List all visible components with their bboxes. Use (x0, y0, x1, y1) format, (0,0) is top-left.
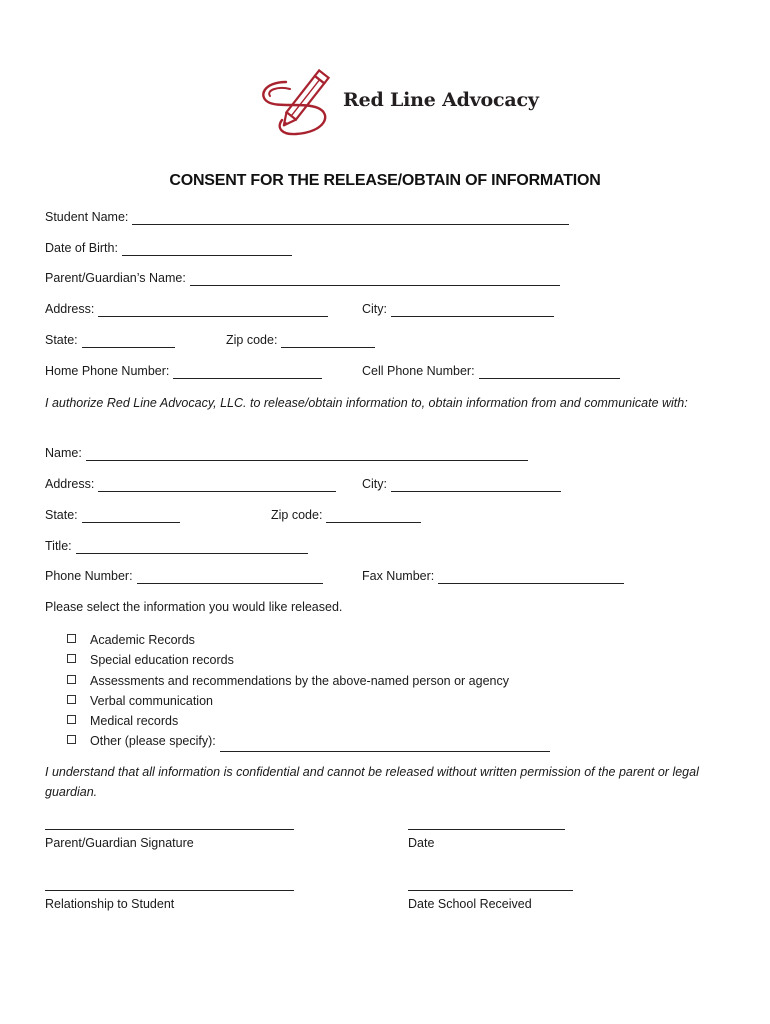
relationship-label: Relationship to Student (45, 897, 175, 911)
date-received-line[interactable] (408, 890, 573, 891)
form-title: CONSENT FOR THE RELEASE/OBTAIN OF INFORMATION (169, 172, 601, 189)
recipient-zip-row (271, 507, 421, 523)
checkbox[interactable] (67, 695, 76, 704)
recipient-phone-label: Phone Number: (45, 569, 133, 583)
brand-name: Red Line Advocacy (343, 89, 539, 111)
option-academic-records[interactable] (67, 630, 550, 650)
checkbox[interactable] (67, 634, 76, 643)
student-state-row (45, 332, 175, 348)
student-address-label: Address: (45, 302, 95, 316)
option-label: Assessments and recommendations by the above-named person or agency (90, 673, 509, 688)
recipient-address-label: Address: (45, 477, 95, 491)
student-zip-row (226, 332, 375, 348)
parent-name-row (45, 270, 560, 286)
date-received-label: Date School Received (408, 897, 532, 911)
student-zip-label: Zip code: (226, 333, 278, 347)
parent-name-field[interactable] (190, 271, 560, 286)
recipient-state-field[interactable] (82, 508, 180, 523)
recipient-name-row (45, 445, 528, 461)
recipient-phone-row (45, 568, 323, 584)
recipient-fax-field[interactable] (438, 569, 624, 584)
checkbox[interactable] (67, 735, 76, 744)
parent-name-label: Parent/Guardian’s Name: (45, 271, 186, 285)
confidentiality-statement: I understand that all information is confidential and cannot be released without written permission of the parent or legal guardian. (45, 765, 699, 799)
option-other[interactable] (67, 731, 550, 751)
recipient-phone-field[interactable] (137, 569, 323, 584)
other-specify-field[interactable] (220, 737, 550, 752)
home-phone-label: Home Phone Number: (45, 364, 170, 378)
checkbox[interactable] (67, 675, 76, 684)
recipient-state-row (45, 507, 180, 523)
student-address-field[interactable] (98, 302, 328, 317)
recipient-city-row (362, 476, 561, 492)
option-assessments[interactable] (67, 671, 550, 691)
student-state-field[interactable] (82, 333, 175, 348)
parent-signature-label: Parent/Guardian Signature (45, 836, 194, 850)
student-city-label: City: (362, 302, 387, 316)
recipient-title-label: Title: (45, 539, 72, 553)
option-label: Special education records (90, 653, 234, 668)
logo (256, 62, 539, 142)
student-state-label: State: (45, 333, 78, 347)
recipient-state-label: State: (45, 508, 78, 522)
student-name-row (45, 209, 569, 225)
date-line[interactable] (408, 829, 565, 830)
release-options-list (67, 630, 550, 752)
student-zip-field[interactable] (281, 333, 375, 348)
option-label: Academic Records (90, 633, 195, 647)
student-name-field[interactable] (132, 210, 569, 225)
student-address-row (45, 301, 328, 317)
option-medical-records[interactable] (67, 711, 550, 731)
recipient-name-field[interactable] (86, 446, 528, 461)
dob-row (45, 240, 292, 256)
student-city-field[interactable] (391, 302, 554, 317)
checkbox[interactable] (67, 715, 76, 724)
student-city-row (362, 301, 554, 317)
home-phone-row (45, 363, 322, 379)
option-verbal-communication[interactable] (67, 691, 550, 711)
checkbox[interactable] (67, 654, 76, 663)
recipient-zip-label: Zip code: (271, 508, 323, 522)
authorization-statement: I authorize Red Line Advocacy, LLC. to release/obtain information to, obtain information from and communicate with: (45, 396, 688, 410)
option-label: Verbal communication (90, 693, 213, 708)
option-label: Other (please specify): (90, 734, 216, 749)
recipient-city-label: City: (362, 477, 387, 491)
date-label: Date (408, 836, 435, 850)
recipient-fax-row (362, 568, 624, 584)
recipient-address-field[interactable] (98, 477, 336, 492)
dob-field[interactable] (122, 241, 292, 256)
recipient-city-field[interactable] (391, 477, 561, 492)
recipient-name-label: Name: (45, 446, 82, 460)
option-special-education[interactable] (67, 650, 550, 670)
recipient-fax-label: Fax Number: (362, 569, 435, 583)
recipient-address-row (45, 476, 336, 492)
student-name-label: Student Name: (45, 210, 129, 224)
home-phone-field[interactable] (173, 364, 322, 379)
pencil-swirl-icon (256, 62, 346, 142)
option-label: Medical records (90, 714, 179, 729)
cell-phone-label: Cell Phone Number: (362, 364, 475, 378)
recipient-title-field[interactable] (76, 539, 308, 554)
parent-signature-line[interactable] (45, 829, 294, 830)
cell-phone-field[interactable] (479, 364, 620, 379)
recipient-zip-field[interactable] (326, 508, 421, 523)
recipient-title-row (45, 538, 308, 554)
relationship-line[interactable] (45, 890, 294, 891)
cell-phone-row (362, 363, 620, 379)
select-prompt: Please select the information you would like released. (45, 600, 343, 614)
dob-label: Date of Birth: (45, 241, 118, 255)
